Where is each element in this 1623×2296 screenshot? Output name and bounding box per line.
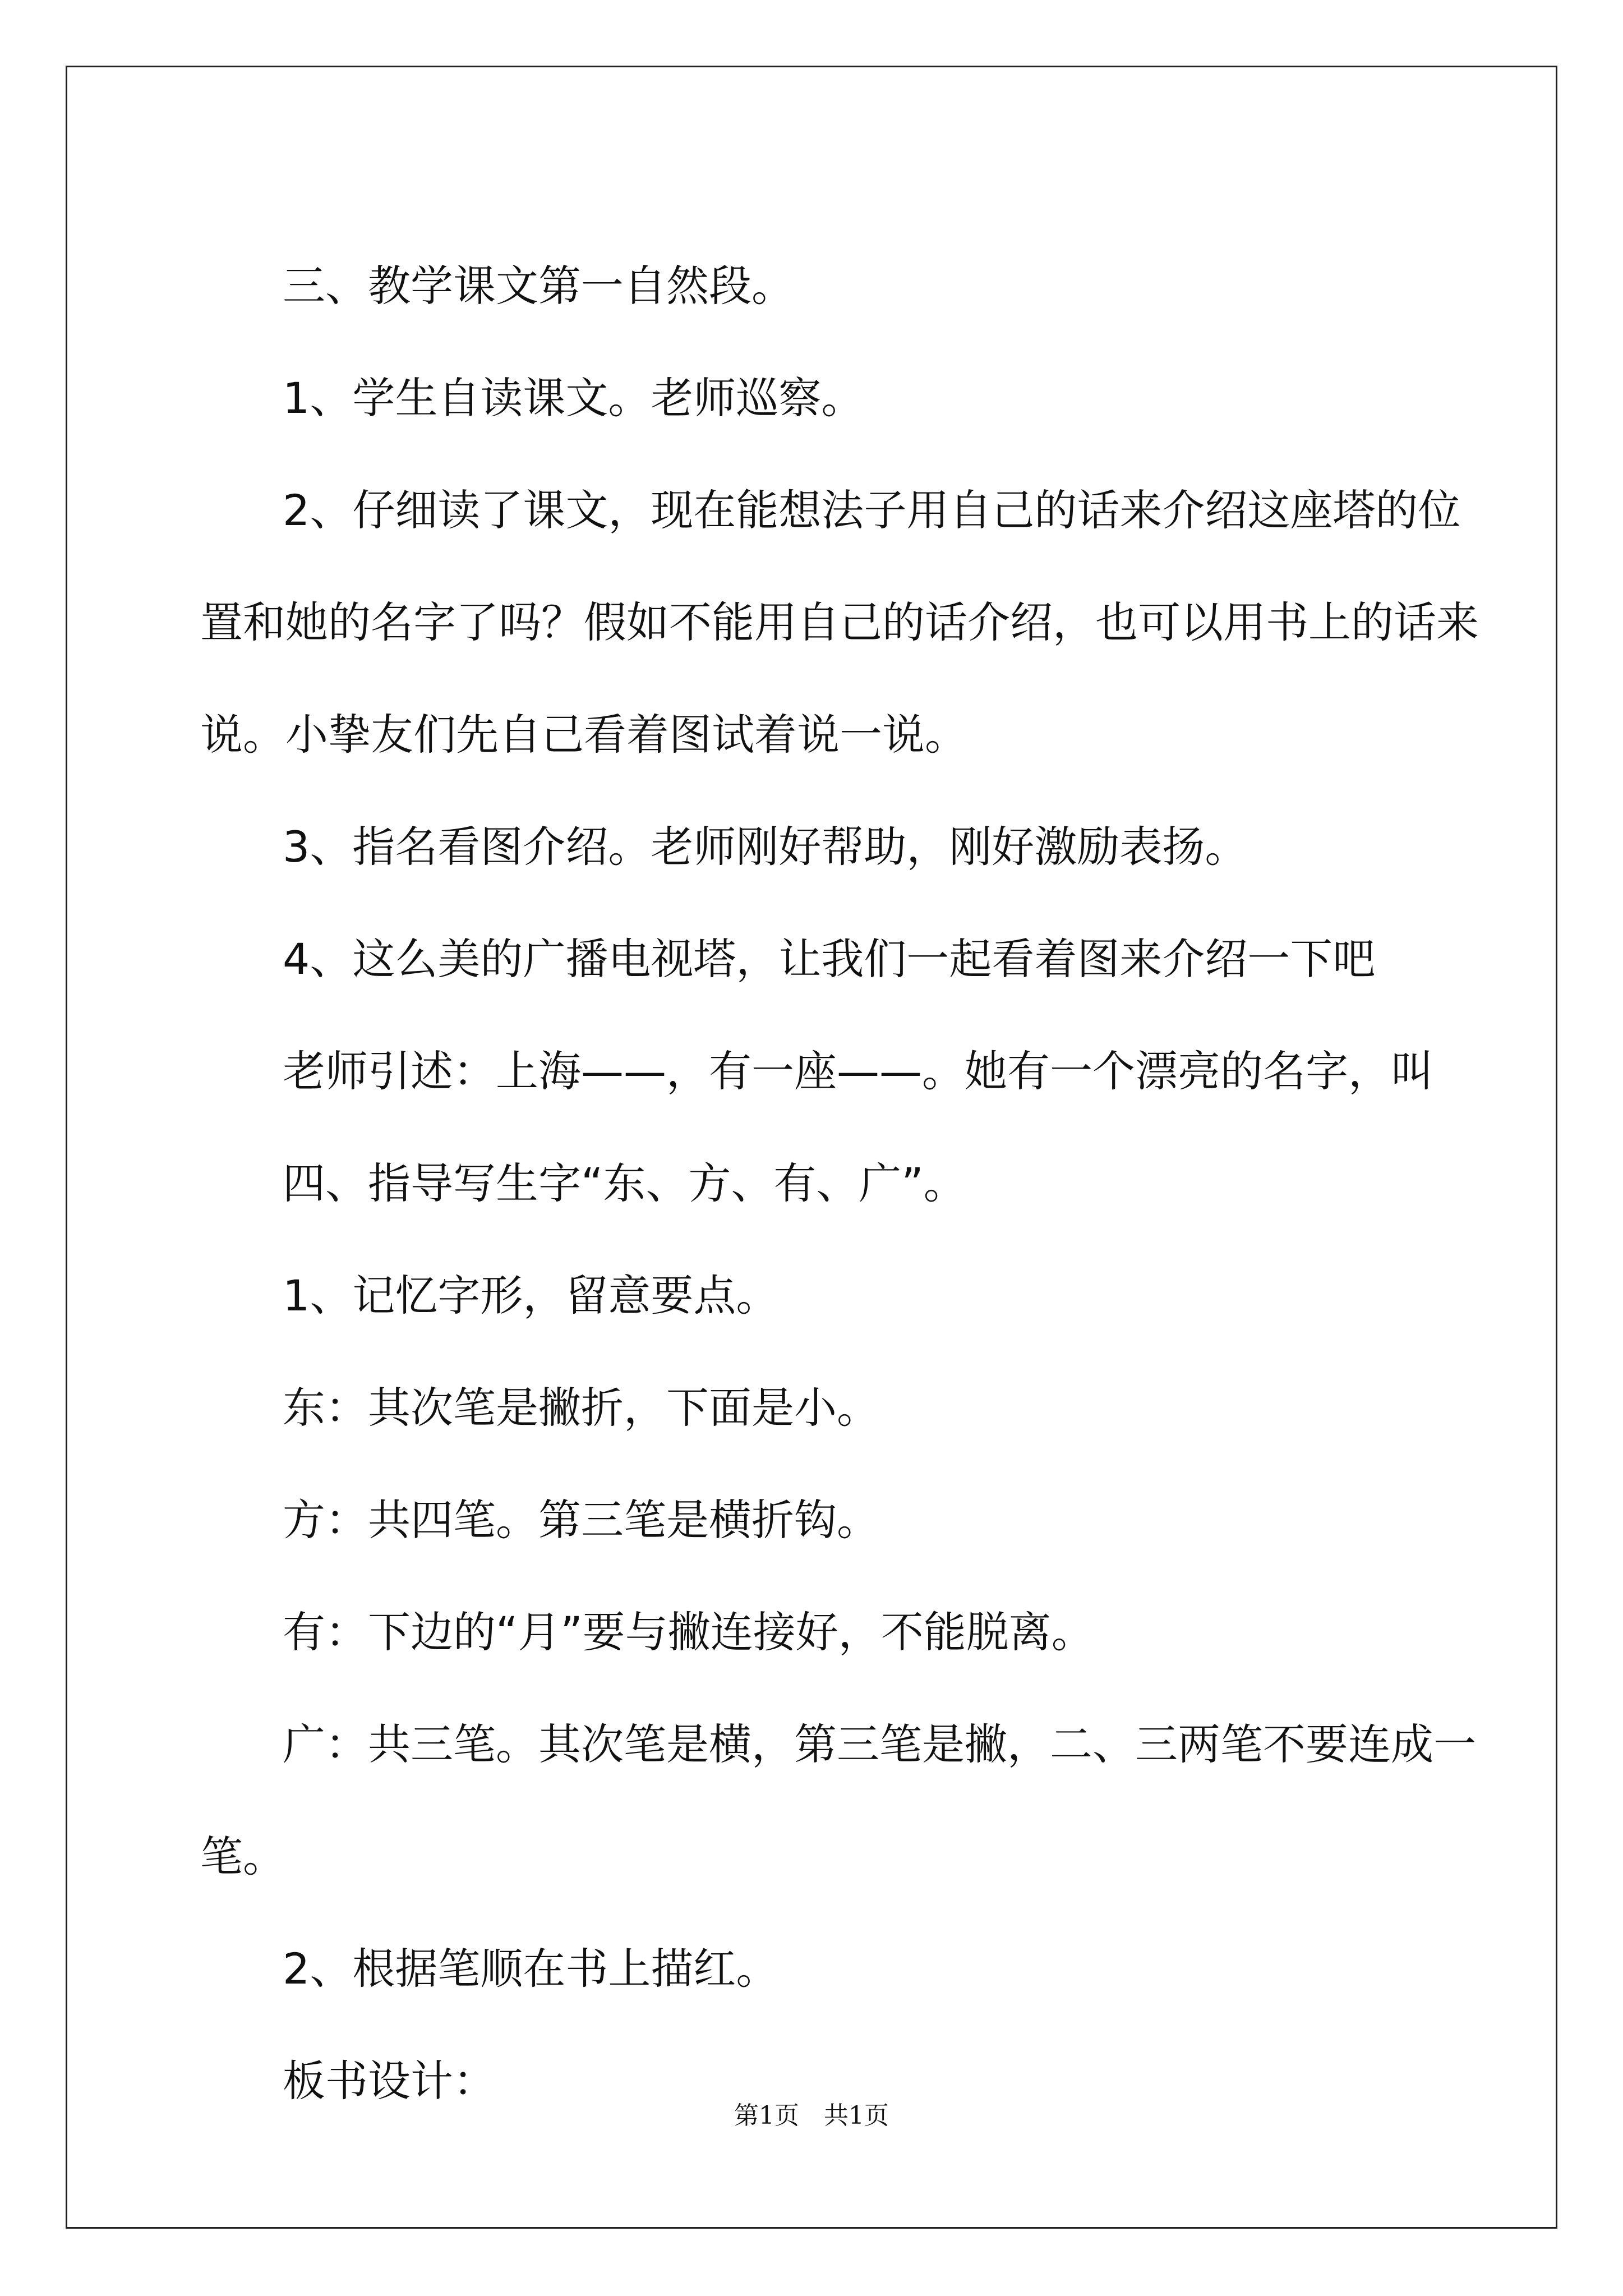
paragraph: 有：下边的“月”要与撇连接好，不能脱离。 [283,1607,1094,1657]
paragraph: 3、指名看图介绍。老师刚好帮助，刚好激励表扬。 [283,822,1248,872]
paragraph: 三、教学课文第一自然段。 [283,261,794,311]
paragraph: 广：共三笔。其次笔是横，第三笔是撇，二、三两笔不要连成一笔。 [200,1719,1476,1881]
document-body [200,230,1484,2137]
paragraph: 1、记忆字形，留意要点。 [283,1271,779,1320]
page-number-current: 第1页 [734,2101,799,2130]
paragraph: 2、仔细读了课文，现在能想法子用自己的话来介绍这座塔的位置和她的名字了吗？假如不能用自己的话介绍，也可以用书上的话来说。小挚友们先自己看着图试着说一说。 [200,485,1479,760]
paragraph: 4、这么美的广播电视塔，让我们一起看着图来介绍一下吧 [283,934,1376,984]
paragraph: 2、根据笔顺在书上描红。 [283,1944,779,1994]
paragraph: 板书设计： [283,2056,496,2106]
page-footer [0,2095,1623,2131]
page-number-total: 共1页 [824,2101,889,2130]
paragraph: 方：共四笔。第三笔是横折钩。 [283,1495,879,1545]
paragraph: 老师引述：上海——，有一座——。她有一个漂亮的名字，叫 [283,1046,1433,1096]
paragraph: 四、指导写生字“东、方、有、广”。 [283,1158,966,1208]
paragraph: 1、学生自读课文。老师巡察。 [283,373,864,423]
paragraph: 东：其次笔是撇折，下面是小。 [283,1383,879,1433]
